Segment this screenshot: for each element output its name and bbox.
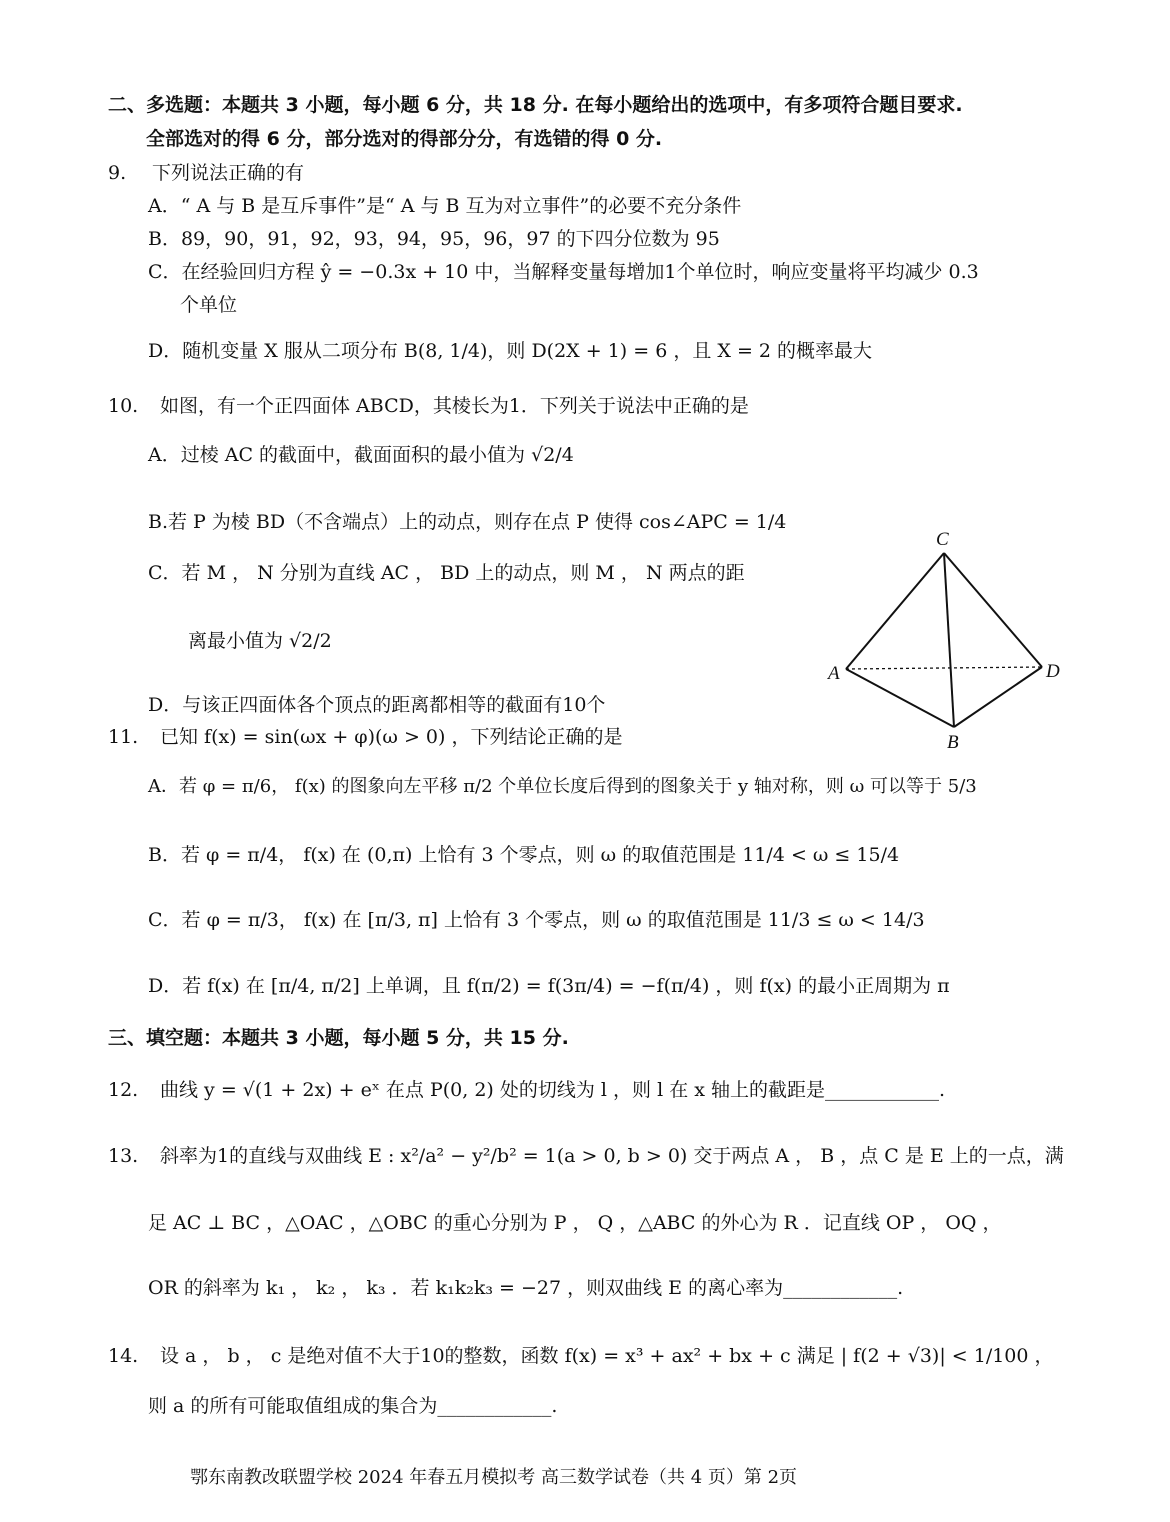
vertex-label-a: A [828, 663, 840, 684]
question-14-number: 14. [108, 1345, 139, 1367]
vertex-label-b: B [947, 732, 959, 753]
question-10-option-b: B.若 P 为棱 BD（不含端点）上的动点，则存在点 P 使得 cos∠APC = 1/4 [148, 511, 787, 533]
question-10-stem: 如图，有一个正四面体 ABCD，其棱长为1．下列关于说法中正确的是 [160, 395, 749, 417]
question-14-line1: 设 a ， b ， c 是绝对值不大于10的整数，函数 f(x) = x³ + ax² + bx + c 满足 | f(2 + √3)| < 1/100 ， [160, 1345, 1054, 1367]
question-10-option-a: A．过棱 AC 的截面中，截面面积的最小值为 √2/4 [148, 444, 574, 466]
section-2-header-line1: 二、多选题：本题共 3 小题，每小题 6 分，共 18 分. 在每小题给出的选项中，有多项符合题目要求. [108, 94, 963, 116]
edge-db [954, 667, 1042, 727]
question-11-option-d: D．若 f(x) 在 [π/4, π/2] 上单调，且 f(π/2) = f(3π/4) = −f(π/4) ，则 f(x) 的最小正周期为 π [148, 975, 950, 997]
question-11-option-b: B．若 φ = π/4， f(x) 在 (0,π) 上恰有 3 个零点，则 ω 的取值范围是 11/4 < ω ≤ 15/4 [148, 844, 900, 866]
question-10-option-d: D．与该正四面体各个顶点的距离都相等的截面有10个 [148, 694, 606, 716]
question-11-stem: 已知 f(x) = sin(ωx + φ)(ω > 0) ，下列结论正确的是 [160, 726, 623, 748]
question-10-option-c: C．若 M ， N 分别为直线 AC ， BD 上的动点，则 M ， N 两点的距 [148, 562, 745, 584]
page-footer: 鄂东南教改联盟学校 2024 年春五月模拟考 高三数学试卷（共 4 页）第 2页 [190, 1467, 798, 1488]
question-9-option-c: C．在经验回归方程 ŷ = −0.3x + 10 中，当解释变量每增加1个单位时，响应变量将平均减少 0.3 [148, 261, 979, 283]
question-13-line3: OR 的斜率为 k₁ ， k₂ ， k₃ ．若 k₁k₂k₃ = −27 ，则双曲线 E 的离心率为____________. [148, 1277, 904, 1299]
edge-cb [944, 553, 954, 727]
question-9-option-a: A．“ A 与 B 是互斥事件”是“ A 与 B 互为对立事件”的必要不充分条件 [148, 195, 742, 217]
question-11-option-c: C．若 φ = π/3， f(x) 在 [π/3, π] 上恰有 3 个零点，则 ω 的取值范围是 11/3 ≤ ω < 14/3 [148, 909, 925, 931]
vertex-label-d: D [1046, 661, 1060, 682]
question-11-option-a: A．若 φ = π/6， f(x) 的图象向左平移 π/2 个单位长度后得到的图象关于 y 轴对称，则 ω 可以等于 5/3 [148, 776, 977, 797]
question-13-line1: 斜率为1的直线与双曲线 E : x²/a² − y²/b² = 1(a > 0, b > 0) 交于两点 A ， B ，点 C 是 E 上的一点，满 [160, 1145, 1064, 1167]
question-12-text: 曲线 y = √(1 + 2x) + eˣ 在点 P(0, 2) 处的切线为 l ，则 l 在 x 轴上的截距是____________. [160, 1079, 946, 1101]
question-14-line2: 则 a 的所有可能取值组成的集合为____________. [148, 1395, 558, 1417]
question-10-option-c-cont: 离最小值为 √2/2 [188, 630, 332, 652]
question-9-option-d: D．随机变量 X 服从二项分布 B(8, 1/4)，则 D(2X + 1) = 6 ，且 X = 2 的概率最大 [148, 340, 873, 362]
edge-ca [846, 553, 944, 669]
question-9-option-c-cont: 个单位 [180, 294, 238, 316]
edge-ad-hidden [846, 667, 1042, 669]
edge-ab [846, 669, 954, 727]
tetrahedron-figure [820, 525, 1070, 755]
question-11-number: 11. [108, 726, 139, 748]
question-9-stem: 下列说法正确的有 [152, 162, 305, 184]
question-12-number: 12. [108, 1079, 139, 1101]
edge-cd [944, 553, 1042, 667]
vertex-label-c: C [936, 529, 949, 550]
question-9-option-b: B．89，90，91，92，93，94，95，96，97 的下四分位数为 95 [148, 228, 720, 250]
question-13-number: 13. [108, 1145, 139, 1167]
question-10-number: 10. [108, 395, 139, 417]
question-9-number: 9. [108, 162, 127, 184]
section-2-header-line2: 全部选对的得 6 分，部分选对的得部分分，有选错的得 0 分. [146, 128, 663, 150]
section-3-header: 三、填空题：本题共 3 小题，每小题 5 分，共 15 分. [108, 1027, 569, 1049]
question-13-line2: 足 AC ⊥ BC ，△OAC ，△OBC 的重心分别为 P ， Q ，△ABC 的外心为 R ．记直线 OP ， OQ ， [148, 1212, 1002, 1234]
